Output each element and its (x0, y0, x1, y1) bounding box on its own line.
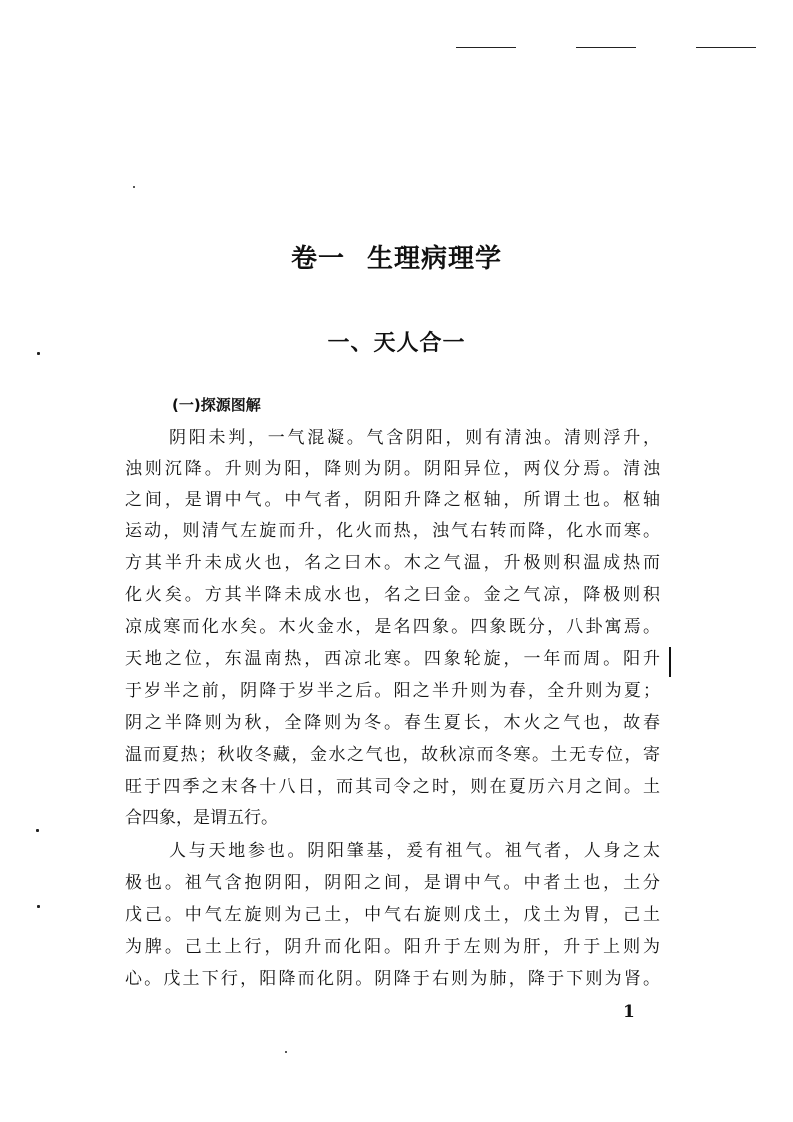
text-line: 心。戊土下行，阳降而化阴。阴降于右则为肺，降于下则为肾。 (125, 969, 660, 989)
text-line: 化火矣。方其半降未成水也，名之曰金。金之气凉，降极则积 (125, 585, 660, 605)
text-line: 极也。祖气含抱阴阳，阴阳之间，是谓中气。中者土也，土分 (125, 873, 660, 893)
header-rule-3 (696, 47, 756, 48)
text-line: 天地之位，东温南热，西凉北寒。四象轮旋，一年而周。阳升 (125, 649, 660, 669)
text-line: 为脾。己土上行，阴升而化阳。阳升于左则为肝，升于上则为 (125, 937, 660, 957)
scan-speck (133, 186, 135, 188)
header-rule-2 (576, 47, 636, 48)
text-line: 温而夏热；秋收冬藏，金水之气也，故秋凉而冬寒。土无专位，寄 (125, 745, 660, 765)
text-line: 运动，则清气左旋而升，化火而热，浊气右转而降，化水而寒。 (125, 521, 660, 541)
scan-speck (36, 829, 39, 832)
chapter-title (0, 238, 793, 275)
section-title: 一、天人合一 (327, 330, 466, 356)
text-line: 合四象，是谓五行。 (125, 808, 278, 828)
text-line: 之间，是谓中气。中气者，阴阳升降之枢轴，所谓土也。枢轴 (125, 490, 660, 510)
chapter-name: 生理病理学 (367, 244, 503, 274)
text-line: 人与天地参也。阴阳肇基，爰有祖气。祖气者，人身之太 (169, 841, 660, 861)
text-line: 方其半升未成火也，名之曰木。木之气温，升极则积温成热而 (125, 553, 660, 573)
text-line: 凉成寒而化水矣。木火金水，是名四象。四象既分，八卦寓焉。 (125, 617, 660, 637)
scan-speck (37, 905, 40, 908)
margin-mark (669, 647, 671, 677)
page-number: 1 (623, 1002, 635, 1022)
chapter-volume: 卷一 (290, 244, 345, 274)
scan-speck (285, 1051, 287, 1053)
header-rule-1 (456, 47, 516, 48)
text-line: 戊己。中气左旋则为己土，中气右旋则戊土，戊土为胃，己土 (125, 905, 660, 925)
subsection-title: (一)探源图解 (172, 396, 261, 414)
text-line: 于岁半之前，阴降于岁半之后。阳之半升则为春，全升则为夏； (125, 681, 660, 701)
text-line: 浊则沉降。升则为阳，降则为阴。阴阳异位，两仪分焉。清浊 (125, 459, 660, 479)
text-line: 阴阳未判，一气混凝。气含阴阳，则有清浊。清则浮升， (169, 428, 660, 448)
text-line: 旺于四季之末各十八日，而其司令之时，则在夏历六月之间。土 (125, 777, 660, 797)
text-line: 阴之半降则为秋，全降则为冬。春生夏长，木火之气也，故春 (125, 713, 660, 733)
